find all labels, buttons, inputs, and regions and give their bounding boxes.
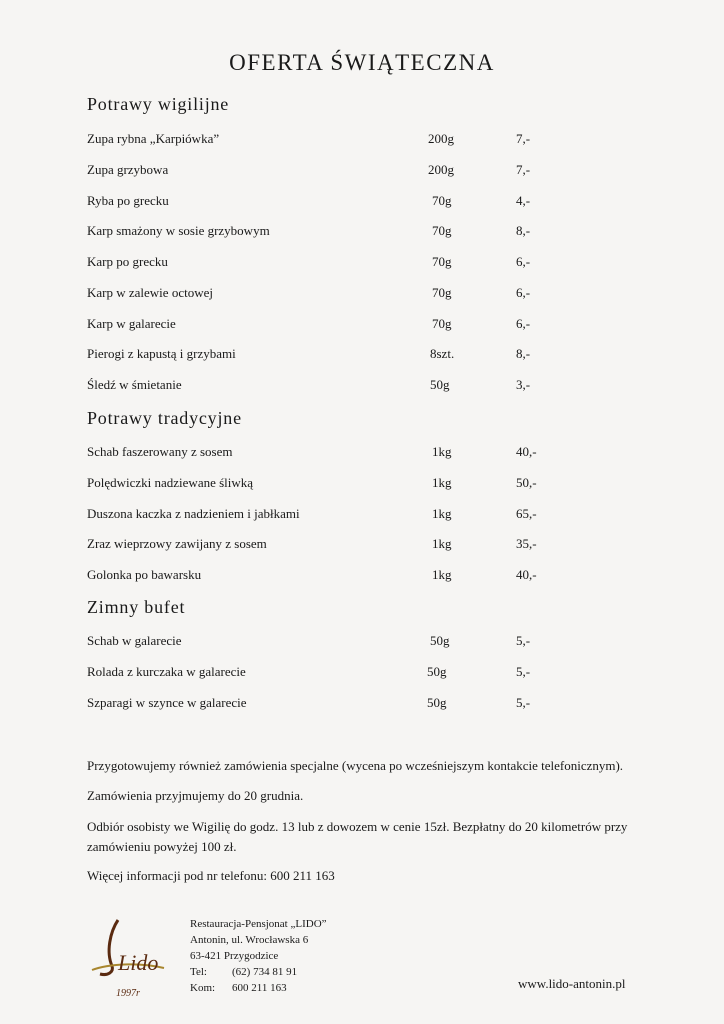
logo-year: 1997r	[116, 988, 140, 999]
menu-item-price: 6,-	[516, 285, 531, 300]
menu-item-name: Karp w galarecie	[87, 316, 176, 331]
menu-item-row	[0, 285, 724, 305]
menu-item-row	[0, 567, 724, 587]
menu-item-name: Szparagi w szynce w galarecie	[87, 695, 247, 710]
menu-item-price: 40,-	[516, 444, 537, 459]
menu-item-name: Zupa grzybowa	[87, 162, 169, 177]
menu-item-weight: 50g	[430, 377, 450, 392]
menu-item-row	[0, 444, 724, 464]
menu-item-name: Schab w galarecie	[87, 633, 182, 648]
menu-item-weight: 1kg	[432, 567, 452, 582]
menu-item-row	[0, 506, 724, 526]
kom-label: Kom:	[190, 982, 216, 994]
menu-item-name: Karp po grecku	[87, 254, 168, 269]
restaurant-address	[190, 916, 327, 996]
menu-item-name: Zraz wieprzowy zawijany z sosem	[87, 536, 267, 551]
menu-item-name: Śledź w śmietanie	[87, 377, 182, 392]
menu-item-name: Karp w zalewie octowej	[87, 285, 213, 300]
restaurant-city: 63-421 Przygodzice	[190, 950, 279, 962]
menu-item-weight: 70g	[432, 223, 452, 238]
menu-item-row	[0, 254, 724, 274]
kom-number: 600 211 163	[232, 982, 287, 994]
menu-item-weight: 50g	[427, 695, 447, 710]
menu-item-name: Duszona kaczka z nadzieniem i jabłkami	[87, 506, 300, 521]
menu-item-weight: 1kg	[432, 536, 452, 551]
kom-line	[190, 980, 327, 996]
menu-item-weight: 50g	[430, 633, 450, 648]
menu-item-name: Golonka po bawarsku	[87, 567, 202, 582]
menu-item-price: 4,-	[516, 193, 531, 208]
menu-item-weight: 70g	[432, 316, 452, 331]
menu-item-row	[0, 316, 724, 336]
menu-item-row	[0, 193, 724, 213]
menu-item-price: 6,-	[516, 316, 531, 331]
menu-item-price: 7,-	[516, 131, 531, 146]
menu-item-weight: 50g	[427, 664, 447, 679]
menu-item-weight: 8szt.	[430, 346, 455, 361]
section-title: Potrawy wigilijne	[87, 94, 230, 114]
menu-item-name: Polędwiczki nadziewane śliwką	[87, 475, 254, 490]
restaurant-street: Antonin, ul. Wrocławska 6	[190, 934, 309, 946]
menu-item-price: 5,-	[516, 695, 531, 710]
menu-item-name: Karp smażony w sosie grzybowym	[87, 223, 270, 238]
menu-item-price: 5,-	[516, 633, 531, 648]
menu-item-row	[0, 162, 724, 182]
note-deadline: Zamówienia przyjmujemy do 20 grudnia.	[87, 788, 304, 803]
lido-logo	[88, 912, 168, 1002]
menu-item-name: Ryba po grecku	[87, 193, 169, 208]
tel-line	[190, 964, 327, 980]
menu-item-price: 35,-	[516, 536, 537, 551]
menu-item-row	[0, 633, 724, 653]
tel-number: (62) 734 81 91	[232, 966, 298, 978]
menu-item-price: 8,-	[516, 223, 531, 238]
menu-item-row	[0, 377, 724, 397]
menu-item-price: 6,-	[516, 254, 531, 269]
note-contact-info: Więcej informacji pod nr telefonu: 600 211 163	[87, 868, 335, 883]
menu-item-name: Schab faszerowany z sosem	[87, 444, 233, 459]
page-title: OFERTA ŚWIĄTECZNA	[229, 50, 495, 75]
menu-item-row	[0, 475, 724, 495]
section-title: Zimny bufet	[87, 597, 186, 617]
menu-item-weight: 70g	[432, 254, 452, 269]
menu-item-row	[0, 346, 724, 366]
menu-item-name: Rolada z kurczaka w galarecie	[87, 664, 246, 679]
menu-item-row	[0, 131, 724, 151]
menu-item-price: 40,-	[516, 567, 537, 582]
note-pickup: Odbiór osobisty we Wigilię do godz. 13 lub z dowozem w cenie 15zł. Bezpłatny do 20 kilometrów przy zamówieniu powyżej 100 zł.	[87, 819, 628, 854]
menu-item-name: Zupa rybna „Karpiówka”	[87, 131, 220, 146]
menu-item-price: 8,-	[516, 346, 531, 361]
menu-item-weight: 200g	[428, 131, 454, 146]
section-title: Potrawy tradycyjne	[87, 408, 242, 428]
menu-item-row	[0, 536, 724, 556]
logo-text: Lido	[118, 950, 159, 975]
menu-item-weight: 70g	[432, 285, 452, 300]
menu-item-price: 7,-	[516, 162, 531, 177]
menu-item-weight: 200g	[428, 162, 454, 177]
menu-item-weight: 1kg	[432, 475, 452, 490]
menu-item-price: 5,-	[516, 664, 531, 679]
menu-item-price: 3,-	[516, 377, 531, 392]
menu-item-weight: 1kg	[432, 506, 452, 521]
menu-item-name: Pierogi z kapustą i grzybami	[87, 346, 236, 361]
menu-item-weight: 1kg	[432, 444, 452, 459]
menu-item-price: 50,-	[516, 475, 537, 490]
restaurant-name: Restauracja-Pensjonat „LIDO”	[190, 918, 327, 930]
menu-item-row	[0, 695, 724, 715]
menu-item-price: 65,-	[516, 506, 537, 521]
menu-item-row	[0, 664, 724, 684]
tel-label: Tel:	[190, 966, 207, 978]
website-link[interactable]: www.lido-antonin.pl	[518, 976, 626, 991]
note-special-orders: Przygotowujemy również zamówienia specjalne (wycena po wcześniejszym kontakcie telefonicznym).	[87, 758, 624, 773]
menu-item-weight: 70g	[432, 193, 452, 208]
menu-item-row	[0, 223, 724, 243]
